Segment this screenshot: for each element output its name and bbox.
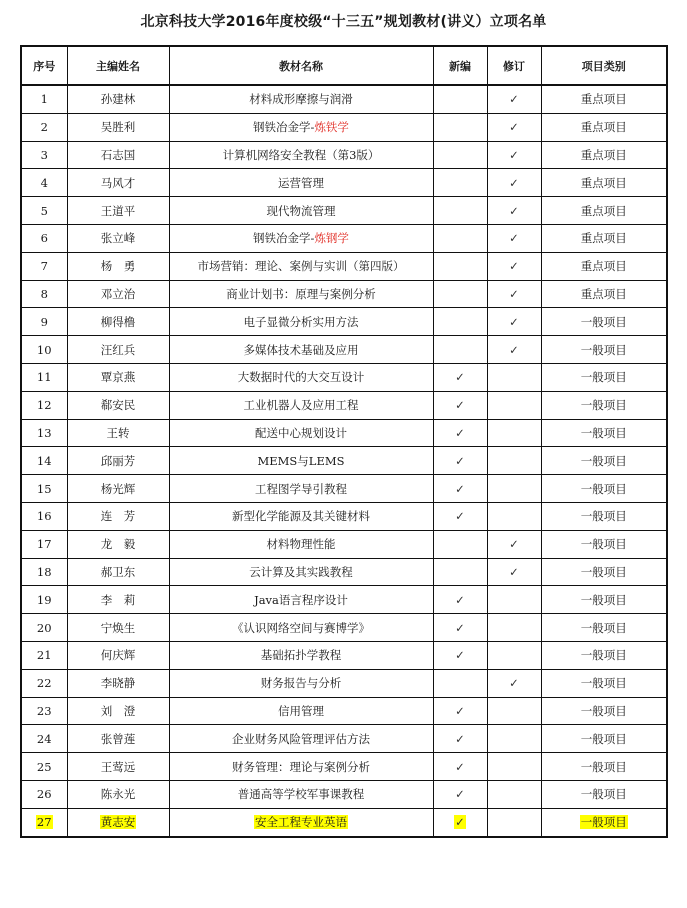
book-title [232, 732, 370, 746]
book-title-highlight-text: 炼铁学 [314, 120, 349, 135]
header-index: 序号 [21, 46, 67, 85]
book-title-text: 现代物流管理 [266, 203, 336, 218]
row-index: 2 [40, 120, 48, 135]
table-row [21, 336, 667, 364]
editor-name: 张立峰 [100, 231, 136, 246]
editor-name: 何庆辉 [100, 648, 136, 663]
book-title [278, 704, 324, 718]
book-title [253, 120, 349, 134]
project-category: 一般项目 [580, 731, 627, 746]
table-row [21, 252, 667, 280]
row-index: 20 [36, 620, 52, 635]
table-body [21, 85, 667, 837]
editor-name: 王转 [106, 425, 130, 440]
book-title [232, 621, 370, 635]
book-title-text: 钢铁冶金学- [253, 120, 315, 135]
project-category: 一般项目 [580, 676, 627, 691]
book-title [253, 231, 349, 245]
book-title-text: Java语言程序设计 [254, 592, 348, 607]
book-title-text: 运营管理 [278, 175, 324, 190]
editor-name: 邱丽芳 [100, 453, 136, 468]
book-title-text: 多媒体技术基础及应用 [243, 342, 359, 357]
book-title [255, 482, 347, 496]
project-category: 一般项目 [580, 537, 627, 552]
book-title [232, 760, 370, 774]
project-category: 一般项目 [580, 648, 627, 663]
table-row [21, 447, 667, 475]
row-index: 11 [36, 370, 52, 385]
project-category: 一般项目 [580, 342, 627, 357]
header-revised: 修订 [487, 46, 541, 85]
book-title-text: 信用管理 [278, 703, 324, 718]
table-row [21, 669, 667, 697]
book-title-text: 配送中心规划设计 [255, 425, 347, 440]
book-title-text: 《认识网络空间与赛博学》 [232, 620, 370, 635]
book-title [244, 315, 359, 329]
project-list-table [20, 45, 668, 838]
table-row [21, 363, 667, 391]
book-title [232, 509, 370, 523]
header-book-title: 教材名称 [169, 46, 433, 85]
book-title-text: 市场营销：理论、案例与实训（第四版） [197, 259, 405, 274]
new-check-mark: ✓ [455, 787, 465, 802]
table-row [21, 530, 667, 558]
row-index: 22 [36, 676, 52, 691]
new-check-mark: ✓ [455, 481, 465, 496]
book-title-text: 新型化学能源及其关键材料 [232, 509, 370, 524]
editor-name: 马风才 [100, 175, 136, 190]
row-index: 6 [40, 231, 48, 246]
book-title-text: MEMS与LEMS [257, 453, 345, 468]
book-title [198, 259, 405, 273]
book-title [278, 176, 324, 190]
book-title [261, 648, 342, 662]
table-row [21, 391, 667, 419]
book-title [267, 204, 336, 218]
revised-check-mark: ✓ [509, 203, 519, 218]
row-index: 25 [36, 759, 52, 774]
project-category: 重点项目 [580, 147, 627, 162]
header-category: 项目类别 [541, 46, 667, 85]
editor-name: 连 芳 [100, 509, 136, 524]
row-index: 26 [36, 787, 52, 802]
row-index: 17 [36, 537, 52, 552]
book-title-text: 材料物理性能 [266, 537, 336, 552]
book-title-text: 基础拓扑学教程 [260, 648, 342, 663]
project-category: 一般项目 [580, 620, 627, 635]
editor-name: 陈永光 [100, 787, 136, 802]
book-title [267, 537, 336, 551]
book-title-text: 云计算及其实践教程 [249, 564, 353, 579]
project-category: 一般项目 [580, 481, 627, 496]
editor-name: 宁焕生 [100, 620, 136, 635]
new-check-mark: ✓ [455, 509, 465, 524]
row-index: 19 [36, 592, 52, 607]
revised-check-mark: ✓ [509, 120, 519, 135]
project-category: 重点项目 [580, 259, 627, 274]
row-index: 7 [40, 259, 48, 274]
header-editor: 主编姓名 [67, 46, 169, 85]
project-category: 重点项目 [580, 120, 627, 135]
table-row [21, 725, 667, 753]
row-index: 8 [40, 286, 48, 301]
project-category: 一般项目 [580, 453, 627, 468]
revised-check-mark: ✓ [509, 676, 519, 691]
project-category: 一般项目 [580, 425, 627, 440]
editor-name: 孙建林 [100, 92, 136, 107]
book-title-text: 安全工程专业英语 [255, 815, 347, 830]
project-category: 重点项目 [580, 231, 627, 246]
revised-check-mark: ✓ [509, 286, 519, 301]
book-title [244, 343, 359, 357]
table-row [21, 780, 667, 808]
editor-name: 黄志安 [100, 815, 136, 830]
editor-name: 吴胜利 [100, 120, 136, 135]
new-check-mark: ✓ [455, 398, 465, 413]
revised-check-mark: ✓ [509, 537, 519, 552]
editor-name: 汪红兵 [100, 342, 136, 357]
book-title [244, 398, 359, 412]
table-row [21, 475, 667, 503]
document-title: 北京科技大学2016年度校级“十三五”规划教材(讲义）立项名单 [140, 14, 547, 30]
table-row [21, 808, 667, 836]
row-index: 18 [36, 564, 52, 579]
row-index: 21 [36, 648, 52, 663]
project-category: 一般项目 [580, 314, 627, 329]
revised-check-mark: ✓ [509, 175, 519, 190]
table-row [21, 308, 667, 336]
editor-name: 刘 澄 [100, 703, 136, 718]
table-row [21, 753, 667, 781]
row-index: 3 [40, 147, 48, 162]
revised-check-mark: ✓ [509, 342, 519, 357]
book-title-text: 电子显微分析实用方法 [243, 314, 359, 329]
table-row [21, 558, 667, 586]
project-category: 一般项目 [580, 787, 627, 802]
book-title [238, 370, 365, 384]
book-title-highlight-text: 炼钢学 [314, 231, 349, 246]
project-category: 一般项目 [580, 815, 627, 830]
book-title [249, 565, 353, 579]
revised-check-mark: ✓ [509, 259, 519, 274]
row-index: 12 [36, 398, 52, 413]
table-row [21, 197, 667, 225]
new-check-mark: ✓ [455, 453, 465, 468]
project-category: 一般项目 [580, 398, 627, 413]
project-category: 一般项目 [580, 759, 627, 774]
editor-name: 石志国 [100, 147, 136, 162]
editor-name: 张曾莲 [100, 731, 136, 746]
book-title [255, 426, 347, 440]
row-index: 16 [36, 509, 52, 524]
book-title-text: 商业计划书：原理与案例分析 [226, 286, 376, 301]
revised-check-mark: ✓ [509, 92, 519, 107]
book-title [249, 92, 353, 106]
book-title [223, 148, 380, 162]
book-title-text: 普通高等学校军事课教程 [237, 787, 365, 802]
editor-name: 邓立治 [100, 286, 136, 301]
editor-name: 郗安民 [100, 398, 136, 413]
book-title-text: 钢铁冶金学- [253, 231, 315, 246]
new-check-mark: ✓ [455, 592, 465, 607]
table-row [21, 169, 667, 197]
table-row [21, 586, 667, 614]
project-category: 一般项目 [580, 592, 627, 607]
book-title [254, 593, 348, 607]
book-title [261, 676, 342, 690]
row-index: 5 [40, 203, 48, 218]
book-title-text: 计算机网络安全教程（第3版） [222, 147, 380, 162]
row-index: 13 [36, 425, 52, 440]
book-title-text: 材料成形摩擦与润滑 [249, 92, 353, 107]
table-row [21, 419, 667, 447]
revised-check-mark: ✓ [509, 147, 519, 162]
project-category: 一般项目 [580, 703, 627, 718]
new-check-mark: ✓ [455, 703, 465, 718]
editor-name: 柳得橹 [100, 314, 136, 329]
new-check-mark: ✓ [455, 425, 465, 440]
row-index: 24 [36, 731, 52, 746]
table-row [21, 502, 667, 530]
row-index: 23 [36, 703, 52, 718]
book-title [257, 454, 344, 468]
project-category: 重点项目 [580, 175, 627, 190]
new-check-mark: ✓ [455, 815, 465, 830]
book-title-text: 财务报告与分析 [260, 676, 342, 691]
row-index: 10 [36, 342, 52, 357]
editor-name: 郝卫东 [100, 564, 136, 579]
table-row [21, 641, 667, 669]
row-index: 9 [40, 314, 48, 329]
editor-name: 王莺远 [100, 759, 136, 774]
editor-name: 杨光辉 [100, 481, 136, 496]
revised-check-mark: ✓ [509, 231, 519, 246]
table-header-row [21, 46, 667, 85]
revised-check-mark: ✓ [509, 314, 519, 329]
book-title-text: 工业机器人及应用工程 [243, 398, 359, 413]
table-row [21, 697, 667, 725]
new-check-mark: ✓ [455, 620, 465, 635]
project-category: 一般项目 [580, 509, 627, 524]
row-index: 4 [40, 175, 48, 190]
project-category: 重点项目 [580, 286, 627, 301]
row-index: 1 [40, 92, 48, 107]
editor-name: 覃京燕 [100, 370, 136, 385]
new-check-mark: ✓ [455, 370, 465, 385]
table-row [21, 85, 667, 113]
book-title-text: 工程图学导引教程 [255, 481, 347, 496]
book-title-text: 大数据时代的大交互设计 [237, 370, 365, 385]
new-check-mark: ✓ [455, 648, 465, 663]
table-row [21, 614, 667, 642]
row-index: 14 [36, 453, 52, 468]
book-title [254, 815, 348, 829]
revised-check-mark: ✓ [509, 564, 519, 579]
book-title [226, 287, 376, 301]
editor-name: 李 莉 [100, 592, 136, 607]
table-row [21, 113, 667, 141]
row-index: 15 [36, 481, 52, 496]
editor-name: 王道平 [100, 203, 136, 218]
new-check-mark: ✓ [455, 731, 465, 746]
project-category: 一般项目 [580, 370, 627, 385]
project-category: 重点项目 [580, 203, 627, 218]
new-check-mark: ✓ [455, 759, 465, 774]
book-title-text: 财务管理：理论与案例分析 [232, 759, 370, 774]
editor-name: 杨 勇 [100, 259, 136, 274]
project-category: 一般项目 [580, 564, 627, 579]
editor-name: 龙 毅 [100, 537, 136, 552]
row-index: 27 [36, 815, 52, 830]
table-row [21, 141, 667, 169]
header-new: 新编 [433, 46, 487, 85]
project-category: 重点项目 [580, 92, 627, 107]
table-row [21, 224, 667, 252]
table-row [21, 280, 667, 308]
book-title-text: 企业财务风险管理评估方法 [232, 731, 370, 746]
book-title [238, 787, 365, 801]
editor-name: 李晓静 [100, 676, 136, 691]
